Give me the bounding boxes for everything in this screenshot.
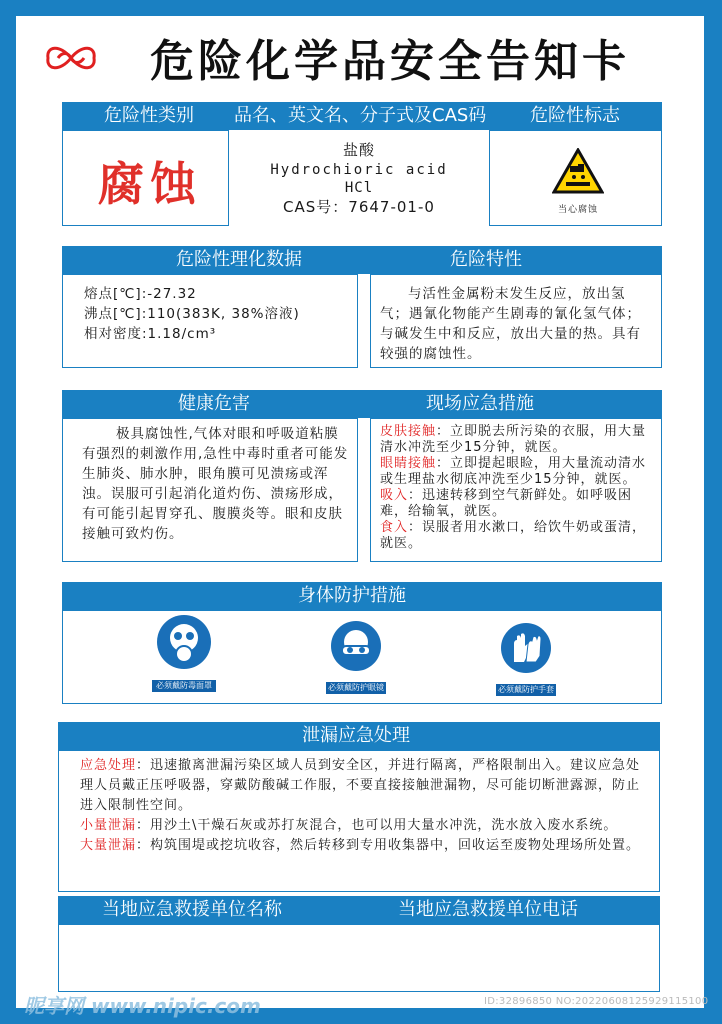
physchem-line: 相对密度:1.18/cm³ bbox=[84, 326, 217, 342]
leak-item bbox=[80, 816, 652, 836]
section-header-bar bbox=[62, 102, 662, 130]
rescue-box bbox=[58, 924, 660, 992]
product-cas: CAS号：7647-01-0 bbox=[283, 198, 435, 216]
header-product: 品名、英文名、分子式及CAS码 bbox=[234, 105, 487, 126]
emergency-item bbox=[380, 488, 654, 520]
emergency-list bbox=[380, 424, 654, 552]
emergency-item bbox=[380, 424, 654, 456]
leak-header-bar bbox=[58, 722, 660, 750]
header-category: 危险性类别 bbox=[104, 105, 194, 126]
logo-icon bbox=[40, 38, 102, 78]
physchem-title: 危险性理化数据 bbox=[176, 249, 302, 270]
protection-title: 身体防护措施 bbox=[298, 585, 406, 606]
emergency-item bbox=[380, 456, 654, 488]
hazard-category: 腐蚀 bbox=[98, 157, 202, 211]
emergency-text: ：误服者用水漱口，给饮牛奶或蛋清，就医。 bbox=[380, 520, 647, 551]
protection-caption: 必须戴防毒面罩 bbox=[152, 680, 216, 692]
gas-mask-icon bbox=[156, 614, 212, 670]
rescue-name-label: 当地应急救援单位名称 bbox=[102, 899, 282, 920]
product-name-en: Hydrochioric acid bbox=[270, 162, 448, 178]
leak-item bbox=[80, 756, 652, 816]
hazard-props-text: 与活性金属粉末发生反应，放出氢气；遇氰化物能产生剧毒的氰化氢气体；与碱发生中和反应，放出大量的热。具有较强的腐蚀性。 bbox=[380, 286, 641, 362]
health-text: 极具腐蚀性,气体对眼和呼吸道粘膜有强烈的刺激作用,急性中毒时重者可能发生肺炎、肺水肿，眼角膜可见溃疡或浑浊。误服可引起消化道灼伤、溃疡形成，有可能引起胃穿孔、腹膜炎等。眼和皮肤接触可致灼伤。 bbox=[82, 426, 349, 542]
emergency-text: ：迅速转移到空气新鲜处。如呼吸困难，给输氧，就医。 bbox=[380, 488, 633, 519]
emergency-text: ：立即提起眼睑，用大量流动清水或生理盐水彻底冲洗至少15分钟，就医。 bbox=[380, 456, 647, 487]
rescue-header-bar bbox=[58, 896, 660, 924]
emergency-label: 吸入 bbox=[380, 488, 409, 503]
watermark: 昵享网 www.nipic.com bbox=[24, 994, 261, 1018]
emergency-item bbox=[380, 520, 654, 552]
hazard-props-title: 危险特性 bbox=[450, 249, 522, 270]
header-sign: 危险性标志 bbox=[530, 105, 620, 126]
leak-text: ：迅速撤离泄漏污染区域人员到安全区，并进行隔离，严格限制出入。建议应急处理人员戴正压呼吸器，穿戴防酸碱工作服，不要直接接触泄漏物，尽可能切断泄露源，防止进入限制性空间。 bbox=[80, 758, 641, 813]
leak-text: ：用沙土\干燥石灰或苏打灰混合，也可以用大量水冲洗，洗水放入废水系统。 bbox=[136, 818, 618, 833]
health-title: 健康危害 bbox=[178, 393, 250, 414]
leak-label: 应急处理 bbox=[80, 758, 137, 773]
emergency-label: 食入 bbox=[380, 520, 409, 535]
goggles-icon bbox=[330, 620, 382, 672]
physchem-line: 沸点[℃]:110(383K, 38%溶液) bbox=[84, 306, 300, 322]
physchem-header-bar bbox=[62, 246, 662, 274]
page-title: 危险化学品安全告知卡 bbox=[150, 36, 630, 87]
health-header-bar bbox=[62, 390, 662, 418]
emergency-text: ：立即脱去所污染的衣服，用大量清水冲洗至少15分钟，就医。 bbox=[380, 424, 647, 455]
emergency-label: 皮肤接触 bbox=[380, 424, 437, 439]
rescue-phone-label: 当地应急救援单位电话 bbox=[398, 899, 578, 920]
product-formula: HCl bbox=[344, 180, 374, 196]
corrosive-warning-icon bbox=[552, 148, 604, 194]
protection-header-bar bbox=[62, 582, 662, 610]
leak-label: 大量泄漏 bbox=[80, 838, 137, 853]
leak-list bbox=[80, 756, 652, 856]
protection-caption: 必须戴防护手套 bbox=[498, 685, 554, 694]
emergency-title: 现场应急措施 bbox=[426, 393, 534, 414]
emergency-label: 眼睛接触 bbox=[380, 456, 437, 471]
watermark-id: ID:32896850 NO:20220608125929115100 bbox=[484, 996, 709, 1007]
leak-text: ：构筑围堤或挖坑收容，然后转移到专用收集器中，回收运至废物处理场所处置。 bbox=[136, 838, 641, 853]
gloves-icon bbox=[500, 622, 552, 674]
leak-title: 泄漏应急处理 bbox=[302, 725, 410, 746]
sign-caption: 当心腐蚀 bbox=[557, 205, 598, 215]
physchem-line: 熔点[℃]:-27.32 bbox=[84, 286, 197, 302]
leak-label: 小量泄漏 bbox=[80, 818, 137, 833]
product-name-cn: 盐酸 bbox=[342, 141, 375, 159]
leak-item bbox=[80, 836, 652, 856]
protection-caption: 必须戴防护眼镜 bbox=[328, 683, 384, 692]
